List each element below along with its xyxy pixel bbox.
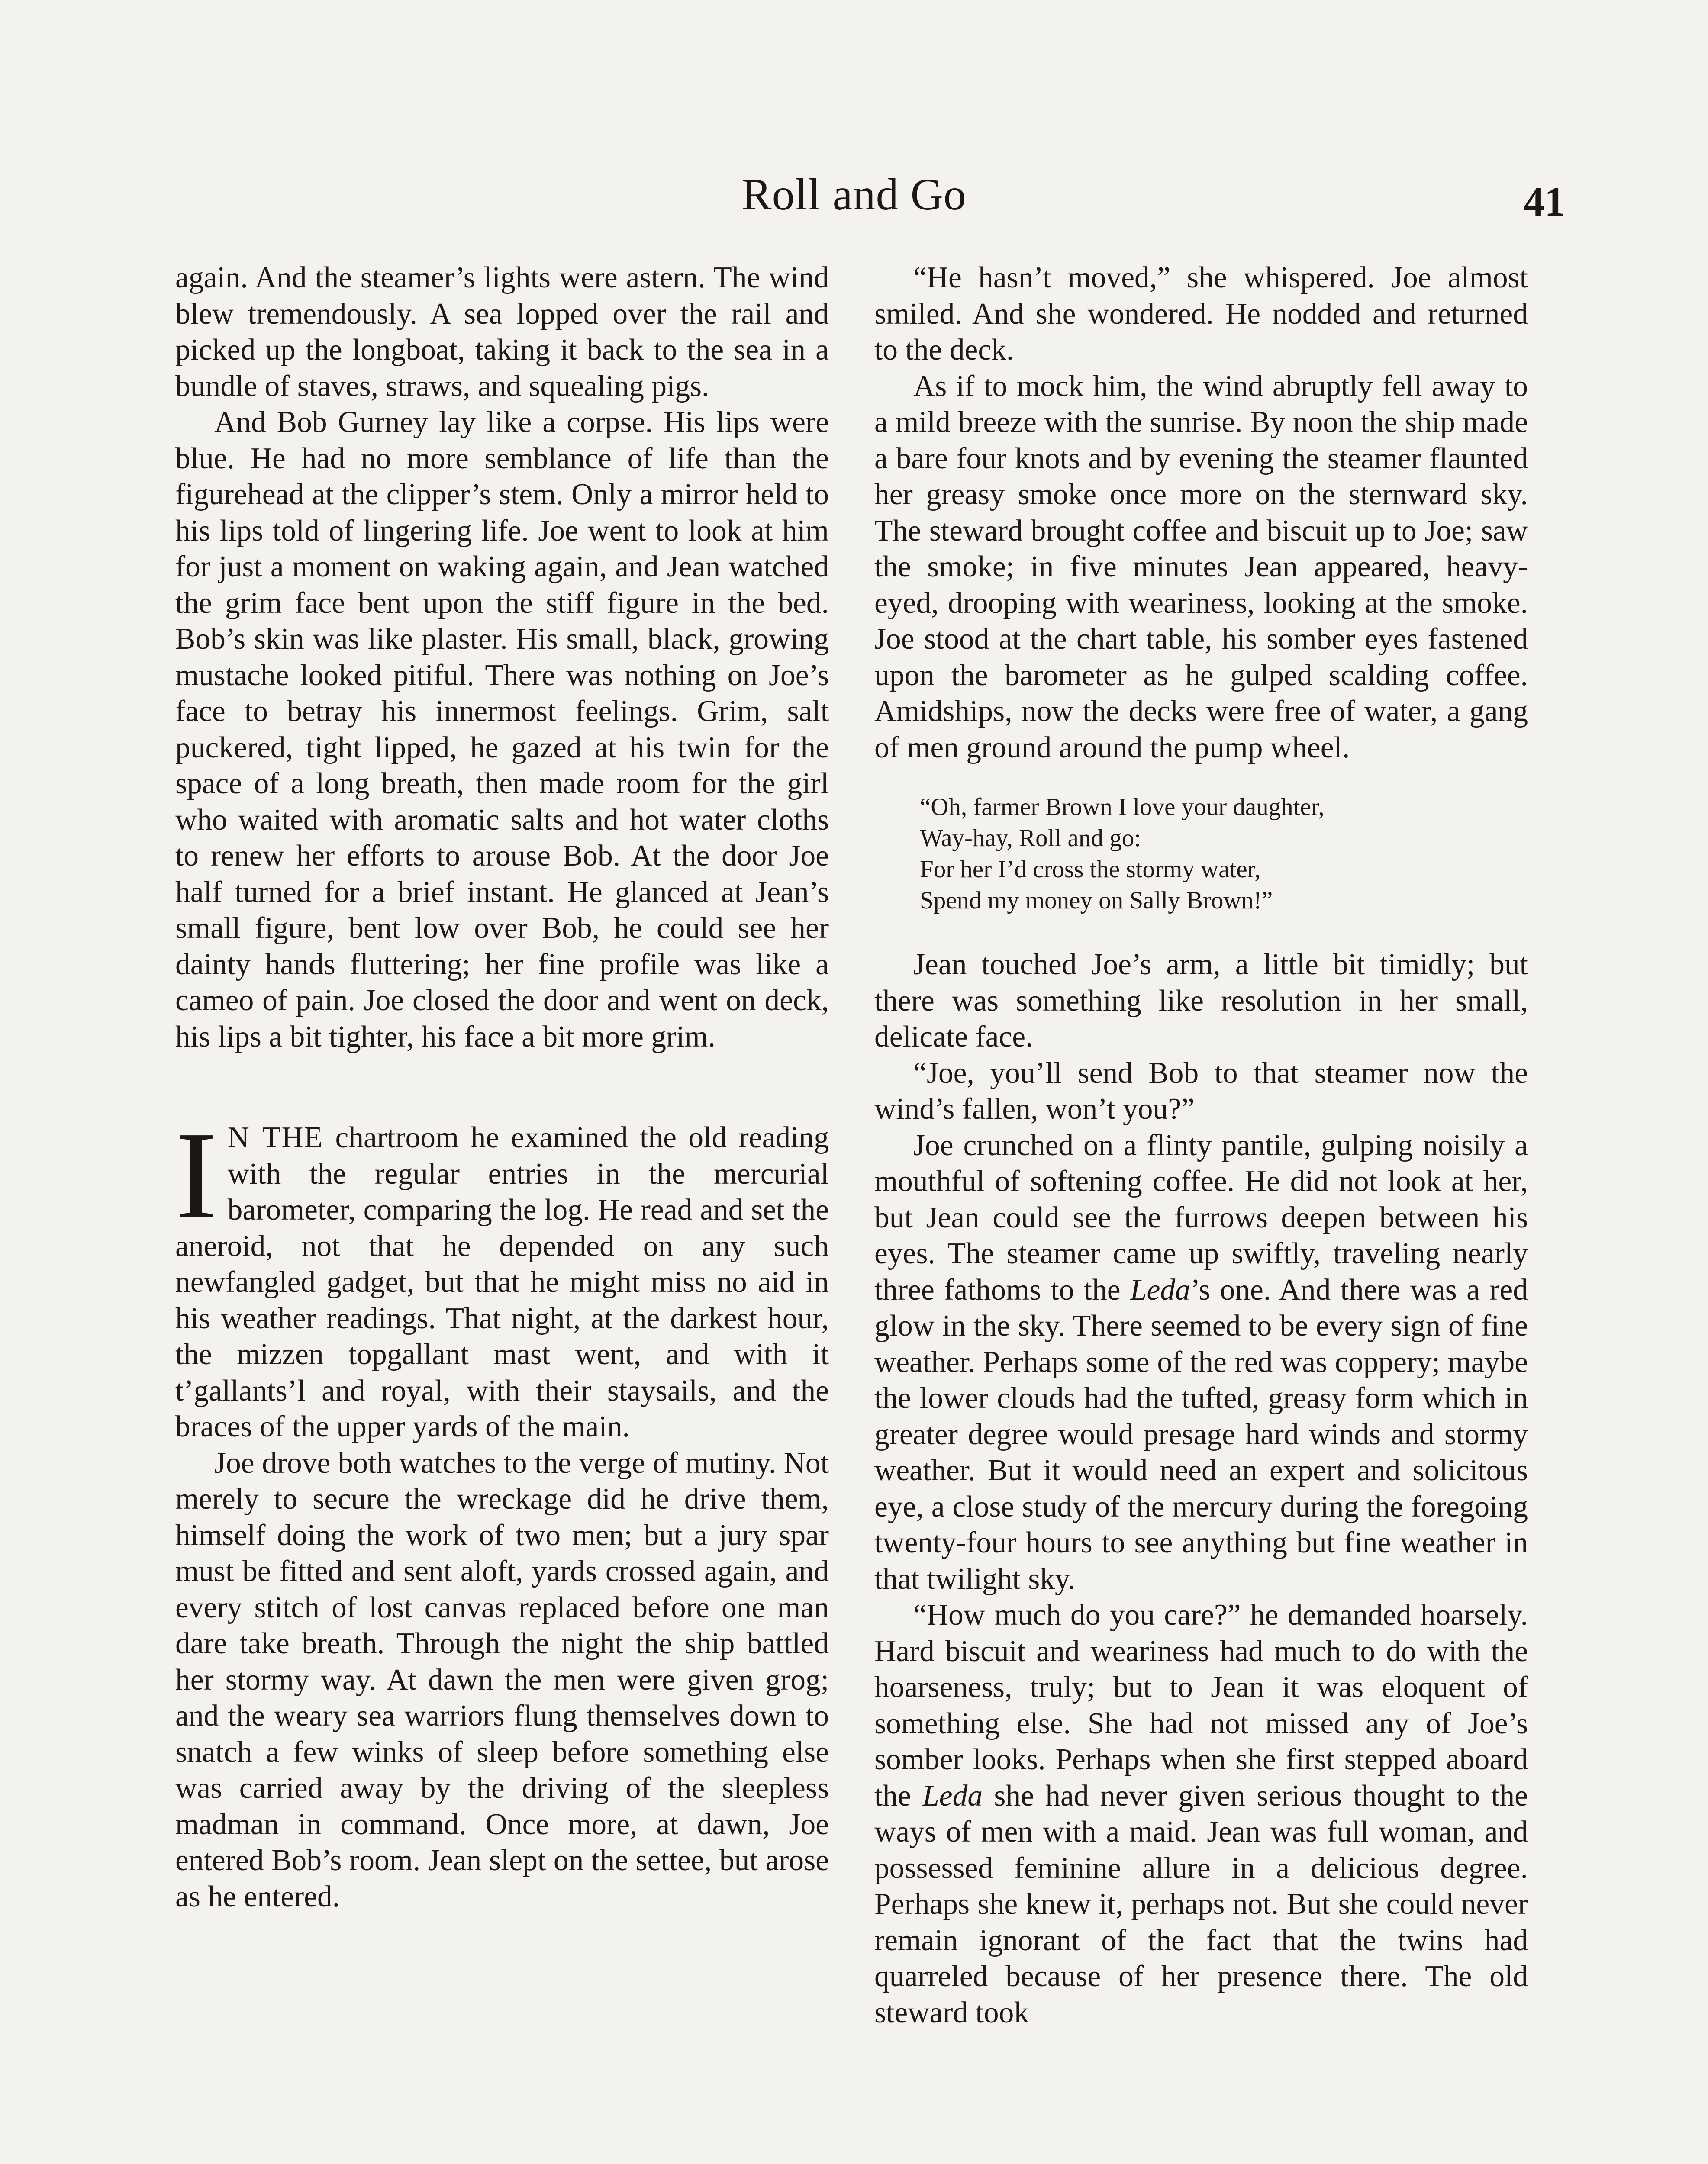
paragraph: Jean touched Joe’s arm, a little bit timidly; but there was something like resolution in her small, delicate face. (874, 948, 1528, 1053)
paragraph-text: chartroom he examined the old reading with the regular entries in the mercurial barometer, comparing the log. He read and set the aneroid, not that he depended on any such newfangled gadget, but that he might miss no aid in his weather readings. That night, at the darkest hour, the mizzen topgallant mast went, and with it t’gallants’l and royal, with their staysails, and the braces of the upper yards of the main. (175, 1121, 829, 1443)
ship-name: Leda (922, 1779, 983, 1813)
ship-name: Leda (1130, 1273, 1190, 1307)
left-column (175, 260, 829, 1915)
verse-line: Spend my money on Sally Brown!” (920, 887, 1273, 914)
right-column (874, 260, 1528, 2031)
paragraph: Joe drove both watches to the verge of mutiny. Not merely to secure the wreckage did he drive them, himself doing the work of two men; but a jury spar must be fitted and sent aloft, yards crossed again, and every stitch of lost canvas replaced before one man dare take breath. Through the night the ship battled her stormy way. At dawn the men were given grog; and the weary sea warriors flung themselves down to snatch a few winks of sleep before something else was carried away by the driving of the sleepless madman in command. Once more, at dawn, Joe entered Bob’s room. Jean slept on the settee, but arose as he entered. (175, 1446, 829, 1913)
paragraph: And Bob Gurney lay like a corpse. His lips were blue. He had no more semblance of life than the figurehead at the clipper’s stem. Only a mirror held to his lips told of lingering life. Joe went to look at him for just a moment on waking again, and Jean watched the grim face bent upon the stiff figure in the bed. Bob’s skin was like plaster. His small, black, growing mustache looked pitiful. There was nothing on Joe’s face to betray his innermost feelings. Grim, salt puckered, tight lipped, he gazed at his twin for the space of a long breath, then made room for the girl who waited with aromatic salts and hot water cloths to renew her efforts to arouse Bob. At the door Joe half turned for a brief instant. He glanced at Jean’s small figure, bent low over Bob, he could see her dainty hands fluttering; her fine profile was like a cameo of pain. Joe closed the door and went on deck, his lips a bit tighter, his face a bit more grim. (175, 406, 829, 1053)
running-title: Roll and Go (741, 170, 967, 219)
verse-line: For her I’d cross the stormy water, (920, 856, 1261, 883)
paragraph: As if to mock him, the wind abruptly fell away to a mild breeze with the sunrise. By noon the ship made a bare four knots and by evening the steamer flaunted her greasy smoke once more on the sternward sky. The steward brought coffee and biscuit up to Joe; saw the smoke; in five minutes Jean appeared, heavy-eyed, drooping with weariness, looking at the smoke. Joe stood at the chart table, his somber eyes fastened upon the barometer as he gulped scalding coffee. Amidships, now the decks were free of water, a gang of men ground around the pump wheel. (874, 369, 1528, 764)
paragraph: Joe crunched on a flinty pantile, gulping noisily a mouthful of softening coffee. He did not look at her, but Jean could see the furrows deepen between his eyes. The steamer came up swiftly, traveling nearly three fathoms to the Leda’s one. And there was a red glow in the sky. There seemed to be every sign of fine weather. Perhaps some of the red was coppery; maybe the lower clouds had the tufted, greasy form which in greater degree would presage hard winds and stormy weather. But it would need an expert and solicitous eye, a close study of the mercury during the foregoing twenty-four hours to see anything but fine weather in that twilight sky. (874, 1128, 1528, 1596)
paragraph: again. And the steamer’s lights were astern. The wind blew tremendously. A sea lopped over the rail and picked up the longboat, taking it back to the sea in a bundle of staves, straws, and squealing pigs. (175, 261, 829, 403)
song-verse (920, 792, 1528, 916)
verse-line: Way-hay, Roll and go: (920, 824, 1141, 852)
paragraph-with-drop-cap (175, 1106, 829, 1445)
verse-line: “Oh, farmer Brown I love your daughter, (920, 793, 1325, 821)
paragraph: “How much do you care?” he demanded hoarsely. Hard biscuit and weariness had much to do with the hoarseness, truly; but to Jean it was eloquent of something else. She had not missed any of Joe’s somber looks. Perhaps when she first stepped aboard the Leda she had never given serious thought to the ways of men with a maid. Jean was full woman, and possessed feminine allure in a delicious degree. Perhaps she knew it, perhaps not. But she could never remain ignorant of the fact that the twins had quarreled because of her presence there. The old steward took (874, 1598, 1528, 2029)
page-number: 41 (1524, 178, 1565, 225)
lead-in-caps: N THE (227, 1121, 324, 1154)
section-break (175, 1055, 829, 1120)
paragraph: “Joe, you’ll send Bob to that steamer now the wind’s fallen, won’t you?” (874, 1056, 1528, 1126)
paragraph: “He hasn’t moved,” she whispered. Joe almost smiled. And she wondered. He nodded and returned to the deck. (874, 261, 1528, 367)
drop-cap: I (175, 1106, 217, 1245)
